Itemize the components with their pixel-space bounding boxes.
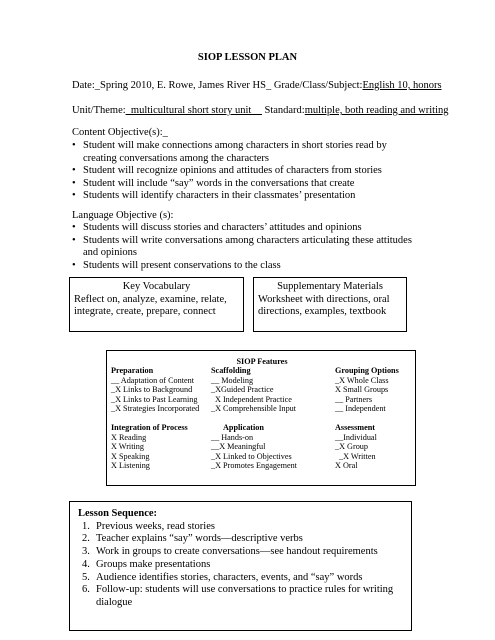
list-item: _X Links to Past Learning (111, 394, 198, 404)
list-item: X Reading (111, 432, 147, 442)
list-item: __Individual (335, 432, 377, 442)
assessment-heading: Assessment (335, 423, 376, 432)
list-item: • Students will discuss stories and characters’ attitudes and opinions (72, 222, 422, 235)
supplementary-materials-text: Worksheet with directions, oral directions, examples, textbook (258, 293, 390, 318)
supplementary-materials-heading: Supplementary Materials (277, 281, 383, 292)
language-objectives-list (72, 222, 422, 272)
date-value: _Spring 2010, E. Rowe, James River HS_ (94, 80, 272, 91)
list-item-text: Groups make presentations (96, 558, 211, 570)
list-item: X Oral (335, 461, 358, 471)
list-item: X Small Groups (335, 385, 389, 395)
list-item: __ Adaptation of Content (111, 375, 195, 385)
scaffolding-heading: Scaffolding (211, 366, 251, 375)
lesson-sequence-list (78, 521, 403, 610)
key-vocabulary-box (69, 277, 244, 332)
list-item: X Independent Practice (215, 394, 292, 404)
list-item: X Speaking (111, 451, 150, 461)
unit-line (72, 105, 449, 116)
list-item: • Students will identify characters in their classmates’ presentation (72, 190, 422, 203)
grouping-column (335, 366, 399, 414)
list-item: 2. Teacher explains “say” words—descriptive verbs (82, 533, 303, 545)
list-item: 3. Work in groups to create conversations—see handout requirements (82, 546, 378, 558)
list-item: _X Whole Class (335, 375, 389, 385)
grouping-heading: Grouping Options (335, 366, 399, 375)
date-label: Date: (72, 80, 95, 91)
list-item: __X Meaningful (211, 442, 266, 452)
list-item: __ Independent (335, 404, 386, 414)
assessment-column (335, 423, 377, 471)
grade-value: English 10, honors (362, 80, 442, 91)
list-item: _X Written (339, 451, 376, 461)
list-item: _X Promotes Engagement (211, 461, 297, 471)
scaffolding-column (211, 366, 296, 414)
list-item: • Student will recognize opinions and attitudes of characters from stories (72, 165, 422, 178)
list-item: 5. Audience identifies stories, characters, events, and “say” words (82, 571, 363, 583)
unit-label: Unit/Theme: (72, 105, 126, 116)
list-item: X Writing (111, 442, 144, 452)
siop-features-heading: SIOP Features (236, 357, 288, 366)
application-column (211, 423, 297, 471)
supplementary-materials-box (253, 277, 407, 332)
list-item: _X Comprehensible Input (211, 404, 297, 414)
key-vocabulary-heading: Key Vocabulary (122, 281, 191, 292)
list-item: _X Links to Background (111, 385, 193, 395)
list-item: __ Modeling (211, 375, 254, 385)
integration-heading: Integration of Process (111, 423, 188, 432)
list-item: 4. Groups make presentations (82, 558, 211, 570)
content-objectives-list (72, 140, 422, 203)
list-item-text: Work in groups to create conversations—see handout requirements (96, 546, 378, 558)
list-item: __ Partners (335, 394, 373, 404)
list-item: __ Hands-on (211, 432, 254, 442)
list-item-text: Previous weeks, read stories (96, 520, 215, 532)
list-item: • Students will present conservations to the class (72, 260, 422, 273)
standard-value: multiple, both reading and writing (304, 105, 449, 116)
list-item: • Student will make connections among characters in short stories read by creating conversations among the characters (72, 140, 422, 165)
siop-features-box (106, 350, 416, 486)
language-objectives-heading: Language Objective (s): (72, 210, 174, 221)
list-item-text: Follow-up: students will use conversations to practice rules for writing dialogue (96, 584, 394, 608)
list-item: 1. Previous weeks, read stories (82, 520, 215, 532)
content-objectives-heading: Content Objective(s):_ (72, 127, 168, 138)
lesson-sequence-box (69, 501, 412, 631)
list-item: _X Group (335, 442, 368, 452)
date-line (72, 80, 442, 91)
preparation-heading: Preparation (111, 366, 154, 375)
list-item: _X Strategies Incorporated (111, 404, 200, 414)
list-item: _XGuided Practice (211, 385, 274, 395)
preparation-column (111, 366, 199, 414)
list-item: 6. Follow-up: students will use conversations to practice rules for writing dialogue (82, 584, 394, 608)
page-title: SIOP LESSON PLAN (197, 52, 298, 63)
lesson-sequence-heading: Lesson Sequence: (78, 508, 158, 519)
list-item-text: Teacher explains “say” words—descriptive verbs (96, 533, 303, 545)
list-item: • Students will write conversations among characters articulating these attitudes and opinions (72, 235, 422, 260)
application-heading: Application (223, 423, 264, 432)
list-item-text: Audience identifies stories, characters, events, and “say” words (96, 571, 363, 583)
list-item: X Listening (111, 461, 150, 471)
grade-label: Grade/Class/Subject: (271, 80, 363, 91)
integration-column (111, 423, 188, 471)
unit-value: _multicultural short story unit__ (125, 105, 262, 116)
standard-label: Standard: (261, 105, 305, 116)
list-item: _X Linked to Objectives (211, 451, 292, 461)
key-vocabulary-text: Reflect on, analyze, examine, relate, integrate, create, prepare, connect (74, 293, 227, 318)
list-item: • Student will include “say” words in the conversations that create (72, 178, 422, 191)
